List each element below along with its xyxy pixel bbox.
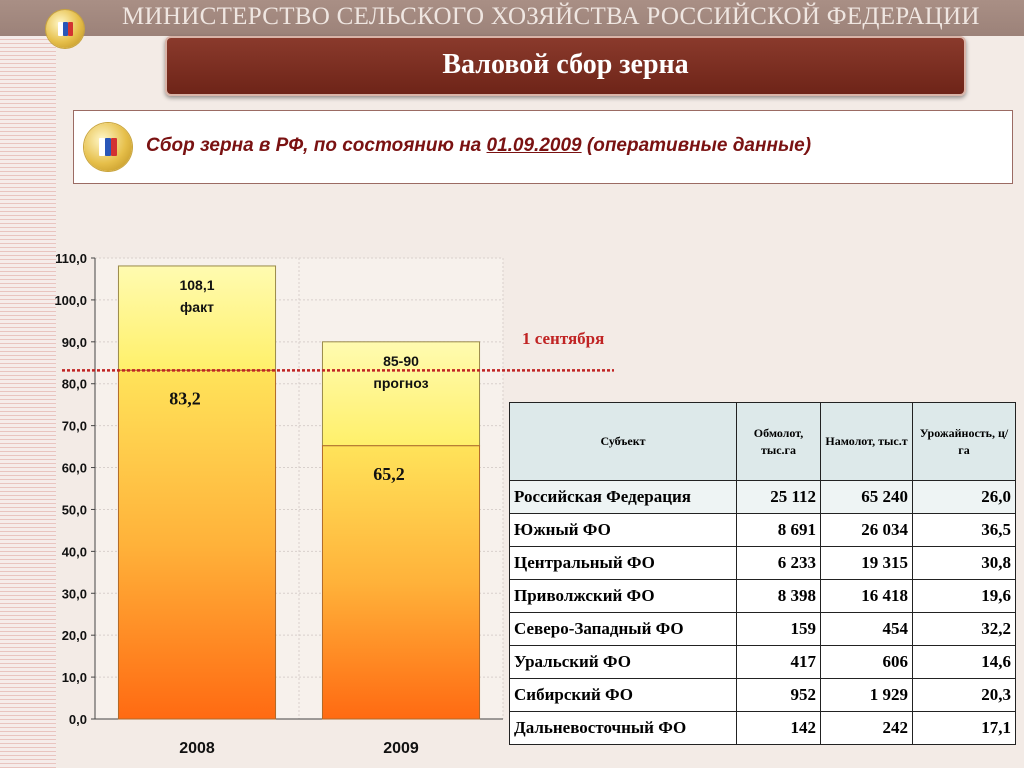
yield: 32,2 bbox=[913, 613, 1016, 646]
y-tick-label: 100,0 bbox=[54, 292, 87, 308]
yield: 19,6 bbox=[913, 580, 1016, 613]
table-row bbox=[510, 646, 1016, 679]
threshed-area: 417 bbox=[737, 646, 821, 679]
y-tick-label: 30,0 bbox=[61, 586, 87, 602]
header-harvest: Намолот, тыс.т bbox=[821, 403, 913, 481]
subtitle-date: 01.09.2009 bbox=[486, 135, 582, 156]
y-tick-label: 110,0 bbox=[55, 251, 87, 266]
harvest: 242 bbox=[821, 712, 913, 745]
threshed-area: 159 bbox=[737, 613, 821, 646]
table-row bbox=[510, 712, 1016, 745]
region-name: Уральский ФО bbox=[510, 646, 737, 679]
table-row bbox=[510, 547, 1016, 580]
harvest: 19 315 bbox=[821, 547, 913, 580]
header-subject: Субъект bbox=[510, 403, 737, 481]
region-name: Центральный ФО bbox=[510, 547, 737, 580]
bar-top-value: 85-90 bbox=[383, 352, 419, 369]
table-row bbox=[510, 679, 1016, 712]
threshed-area: 25 112 bbox=[737, 481, 821, 514]
x-tick-label: 2008 bbox=[179, 740, 215, 757]
header-yield: Урожайность, ц/га bbox=[913, 403, 1016, 481]
region-name: Российская Федерация bbox=[510, 481, 737, 514]
table-header-row bbox=[510, 403, 1016, 481]
threshed-area: 6 233 bbox=[737, 547, 821, 580]
y-tick-label: 70,0 bbox=[61, 418, 87, 434]
yield: 17,1 bbox=[913, 712, 1016, 745]
x-tick-label: 2009 bbox=[383, 740, 419, 757]
bar-top-note: прогноз bbox=[373, 374, 429, 391]
regions-table bbox=[509, 402, 1016, 745]
threshed-area: 952 bbox=[737, 679, 821, 712]
y-tick-label: 50,0 bbox=[61, 502, 87, 518]
yield: 20,3 bbox=[913, 679, 1016, 712]
yield: 14,6 bbox=[913, 646, 1016, 679]
harvest: 16 418 bbox=[821, 580, 913, 613]
y-tick-label: 60,0 bbox=[61, 460, 87, 476]
bar-top-value: 108,1 bbox=[179, 276, 215, 293]
harvest: 606 bbox=[821, 646, 913, 679]
bar-lower-2009 bbox=[322, 446, 479, 719]
subtitle-prefix: Сбор зерна в РФ, по состоянию на bbox=[146, 135, 487, 156]
y-tick-label: 10,0 bbox=[61, 670, 87, 686]
table-row bbox=[510, 514, 1016, 547]
subtitle-suffix: (оперативные данные) bbox=[581, 135, 812, 156]
yield: 26,0 bbox=[913, 481, 1016, 514]
region-name: Сибирский ФО bbox=[510, 679, 737, 712]
y-tick-label: 80,0 bbox=[61, 376, 87, 392]
region-name: Южный ФО bbox=[510, 514, 737, 547]
threshed-area: 8 398 bbox=[737, 580, 821, 613]
y-tick-label: 90,0 bbox=[61, 334, 87, 350]
region-name: Приволжский ФО bbox=[510, 580, 737, 613]
table-row bbox=[510, 481, 1016, 514]
bar-top-note: факт bbox=[180, 298, 214, 315]
threshed-area: 8 691 bbox=[737, 514, 821, 547]
threshed-area: 142 bbox=[737, 712, 821, 745]
region-name: Дальневосточный ФО bbox=[510, 712, 737, 745]
harvest: 65 240 bbox=[821, 481, 913, 514]
page-title: Валовой сбор зерна bbox=[442, 49, 689, 80]
ministry-name: МИНИСТЕРСТВО СЕЛЬСКОГО ХОЗЯЙСТВА РОССИЙСКОЙ ФЕДЕРАЦИИ bbox=[122, 3, 980, 30]
harvest: 1 929 bbox=[821, 679, 913, 712]
reference-line-label: 1 сентября bbox=[522, 329, 605, 348]
bar-lower-2008 bbox=[118, 370, 275, 719]
y-tick-label: 20,0 bbox=[61, 628, 87, 644]
yield: 36,5 bbox=[913, 514, 1016, 547]
bar-main-value: 65,2 bbox=[373, 463, 405, 484]
y-tick-label: 40,0 bbox=[61, 544, 87, 560]
harvest: 454 bbox=[821, 613, 913, 646]
table-row bbox=[510, 580, 1016, 613]
yield: 30,8 bbox=[913, 547, 1016, 580]
region-name: Северо-Западный ФО bbox=[510, 613, 737, 646]
header-threshed-area: Обмолот, тыс.га bbox=[737, 403, 821, 481]
bar-main-value: 83,2 bbox=[169, 388, 201, 409]
y-tick-label: 0,0 bbox=[68, 712, 87, 727]
harvest: 26 034 bbox=[821, 514, 913, 547]
table-row bbox=[510, 613, 1016, 646]
